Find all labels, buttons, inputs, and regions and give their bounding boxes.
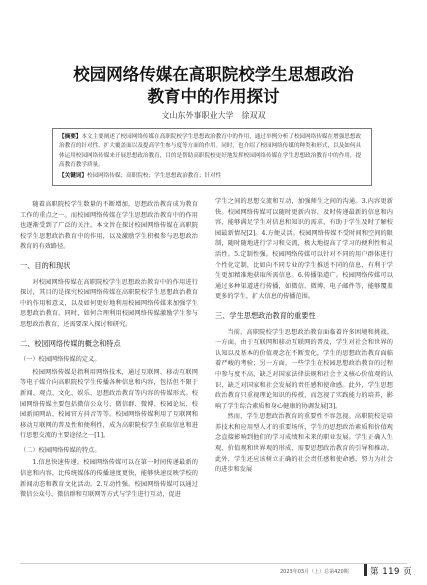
- paragraph-importance: 然而，学生思想政治教育的重要性不容忽视。高职院校是培养技术和应用型人才的重要场所，学生的思想政治素质和价值观念直接影响到他们的学习成绩和未来的职业发展。学生正确人生观、价值观和世界观的形成，需要思想政治教育的引导和推动。此外，学生还应该树立正确的社会责任感和使命感，努力为社会的进步和发展: [215, 413, 393, 474]
- keywords-label: 【关键词】: [59, 172, 87, 179]
- paragraph-features-cont: 学生之间的思想交流和互动，加强师生之间的沟通。3.内容更新快。校园网络传媒可以随时更新内容，及时传递最新的信息和内容，能够满足学生对信息和知识的需求，有助于学生及时了解校园最新情况[2]。4.方便灵活。校园网络传媒不受时间和空间的限制，随时随地进行学习和交流，极大地提高了学习的便利性和灵活性。5.定制性强。校园网络传媒可以针对不同的用户群体进行个性化定制，比如向不同专业的学生推送不同的信息，有利于学生更加精准地获取所需信息。6.传播渠道广。校园网络传媒可以通过多种渠道进行传播，如微信、微博、电子邮件等，能够覆盖更多的学生，扩大信息的传播范围。: [215, 198, 393, 301]
- subheading-definition: （一）校园网络传媒的定义。: [20, 356, 101, 364]
- author-line: 文山东外事职业大学 徐双双: [161, 111, 266, 120]
- paragraph-definition: 校园网络传媒是指利用网络技术，通过互联网、移动互联网等电子媒介向高职院校学生传播各种信息和内容，包括但不限于新闻、观点、文化、娱乐、思想政治教育等内容的传媒形式。校园网络传媒主要包括微信公众号、微信群、微博、校园论坛、校园新闻网站、校园官方抖音等等。校园网络传媒利用了互联网和移动互联网的普及性和便利性，成为高职院校学生获取信息和进行思想交流的主要途径之一[1]。: [20, 368, 198, 440]
- title-line-2: 教育中的作用探讨: [147, 87, 280, 106]
- title-line-1: 校园网络传媒在高职院校学生思想政治: [73, 65, 354, 84]
- paragraph-purpose: 对校园网络传媒在高职院校学生思想政治教育中的作用进行探讨，其目的是探究校园网络传媒在高职院校学生思想政治教育中的作用和意义，以及如何更好地利用校园网络传媒来加强学生思想政治教育。同时，如何合理利用校园网络传媒激励学生参与思想政治教育，还需要深入探讨和研究。: [20, 278, 198, 328]
- abstract-label: 【摘要】: [59, 134, 82, 140]
- keywords-text: 校园网络传媒；高职院校；学生思想政治教育；针对性: [86, 172, 222, 179]
- footer-issue-info: 2023年03月（上）总第420期: [280, 569, 349, 575]
- section-heading-1: 一、目的和现状: [20, 260, 71, 270]
- section-heading-3: 三、学生思想政治教育的重要性: [215, 310, 316, 320]
- intro-paragraph: 随着高职院校学生数量的不断增加，思想政治教育成为教育工作的重点之一。而校园网络传媒在学生思想政治教育中的作用也逐渐受到了广泛的关注。本文旨在探讨校园网络传媒在高职院校学生思想政治教育中的作用，以及激励学生积极参与思想政治教育的有效路径。: [20, 201, 198, 251]
- abstract-box: [52, 128, 372, 186]
- right-column: [215, 197, 393, 476]
- left-column: [20, 200, 198, 501]
- abstract: [59, 133, 365, 171]
- abstract-text: 本文主要阐述了校园网络传媒在高职院校学生思想政治教育中的作用，通过举例分析了校园网络传媒在增强思想政治教育的针对性、扩大覆盖面以及提高学生参与度等方面的作用。同时，也介绍了校园网络传媒的种类和形式，以及如何具体运用校园网络传媒来开展思想政治教育，目的是帮助高职院校更好地发挥校园网络传媒在学生思想政治教育中的作用，提高教育教学质量。: [59, 134, 362, 169]
- page-number-marker: [364, 564, 367, 576]
- article-title: [20, 64, 407, 108]
- keywords: [59, 172, 365, 181]
- paragraph-features: 1.信息快速传递。校园网络传媒可以在第一时间传递最新的信息和内容，比传统媒体的传播速度更快，能够快速反映学校的新闻动态和教育文化活动。2.互动性强。校园网络传媒可以通过微信公众号、微信群和互联网等方式与学生进行互动，促进: [20, 459, 198, 499]
- subheading-features: （二）校园网络传媒的特点。: [20, 446, 101, 454]
- footer-divider: [20, 563, 407, 564]
- section-heading-2: 二、校园网络传媒的概念和特点: [20, 338, 121, 348]
- page-number: 第 119 页: [370, 567, 413, 577]
- paragraph-challenges: 当前，高职院校学生思想政治教育面临着许多困境和挑战。一方面，由于互联网和移动互联网的普及，学生对社会和世界的认知以及基本的价值观念在不断变化，学生的思想政治教育面临着严峻的考验；另一方面，一些学生在校园思想政治教育的过程中参与度不高，缺乏对国家法律法规和社会主义核心价值观的认识，缺乏对国家和社会发展的责任感和使命感。此外，学生思想政治教育只重视理论知识的传授，而忽视了实践能力的培养，影响了学生综合素质和身心健康的协调发展[3]。: [215, 328, 393, 410]
